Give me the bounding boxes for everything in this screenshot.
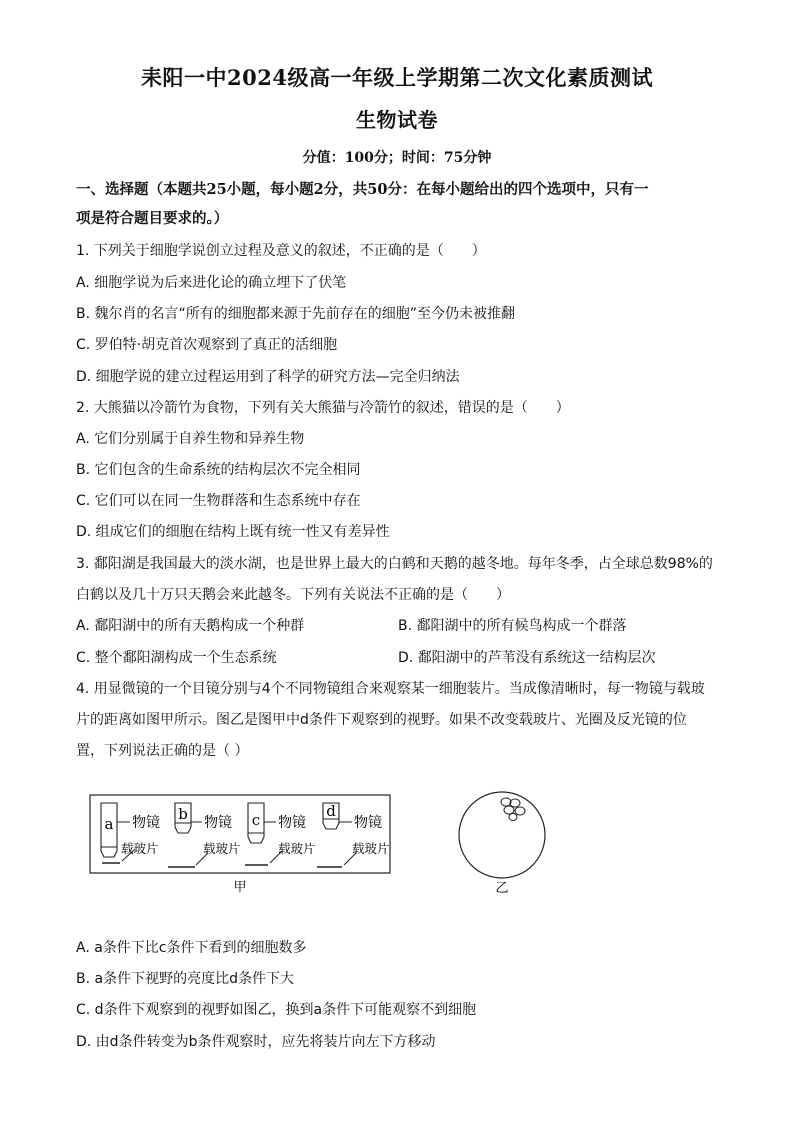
q4-option-d: D. 由d条件转变为b条件观察时，应先将装片向左下方移动: [76, 1034, 436, 1050]
q1-option-d: D. 细胞学说的建立过程运用到了科学的研究方法—完全归纳法: [76, 369, 460, 385]
q4-stem-line3: 置，下列说法正确的是（ ）: [76, 743, 249, 759]
cell: [515, 807, 525, 815]
lens-b-letter: b: [178, 805, 188, 823]
q4-stem-line2: 片的距离如图甲所示。图乙是图甲中d条件下观察到的视野。如果不改变载玻片、光圈及反光镜的位: [76, 712, 687, 728]
cell: [509, 814, 517, 821]
figure-jia-frame: [90, 795, 390, 873]
q2-option-d: D. 组成它们的细胞在结构上既有统一性又有差异性: [76, 524, 390, 540]
q2-option-b: B. 它们包含的生命系统的结构层次不完全相同: [76, 462, 361, 478]
lens-c: [245, 803, 316, 865]
lens-c-slide-label: 载玻片: [278, 841, 316, 856]
q2-option-c: C. 它们可以在同一生物群落和生态系统中存在: [76, 493, 361, 509]
cell: [501, 798, 511, 806]
lens-b-objective-label: 物镜: [204, 815, 232, 831]
q3-option-c: C. 整个鄱阳湖构成一个生态系统: [76, 650, 277, 666]
lens-a-slide-label: 载玻片: [121, 841, 159, 856]
q1-option-c: C. 罗伯特·胡克首次观察到了真正的活细胞: [76, 337, 338, 353]
subject-title: 生物试卷: [356, 108, 438, 132]
microscope-figure: [80, 785, 560, 900]
lens-c-letter: c: [251, 811, 261, 829]
lens-a-letter: a: [104, 815, 114, 833]
cell: [510, 799, 520, 807]
q3-option-d: D. 鄱阳湖中的芦苇没有系统这一结构层次: [398, 650, 656, 666]
lens-d-slide-label: 载玻片: [352, 841, 390, 856]
section-heading-line1: 一、选择题（本题共25小题，每小题2分，共50分：在每小题给出的四个选项中，只有一: [76, 181, 649, 198]
exam-title: 耒阳一中2024级高一年级上学期第二次文化素质测试: [141, 65, 653, 90]
field-of-view: [459, 792, 545, 878]
section-heading-line2: 项是符合题目要求的。）: [76, 210, 229, 227]
lens-b: [168, 803, 241, 867]
lens-d: [317, 802, 390, 867]
q4-option-a: A. a条件下比c条件下看到的细胞数多: [76, 940, 307, 956]
q4-stem-line1: 4. 用显微镜的一个目镜分别与4个不同物镜组合来观察某一细胞装片。当成像清晰时，每一物镜与载玻: [76, 681, 705, 697]
q1-stem: 1. 下列关于细胞学说创立过程及意义的叙述，不正确的是（ ）: [76, 243, 486, 259]
lens-a: [101, 803, 160, 863]
lens-b-slide-label: 载玻片: [203, 841, 241, 856]
lens-a-objective-label: 物镜: [132, 815, 160, 831]
q4-option-b: B. a条件下视野的亮度比d条件下大: [76, 971, 294, 987]
lens-d-objective-label: 物镜: [354, 815, 382, 831]
q2-option-a: A. 它们分别属于自养生物和异养生物: [76, 431, 305, 447]
q3-stem-line1: 3. 鄱阳湖是我国最大的淡水湖，也是世界上最大的白鹤和天鹅的越冬地。每年冬季，占全球总数98%的: [76, 556, 713, 572]
figure-jia-caption: 甲: [233, 880, 247, 895]
score-time-info: 分值：100分；时间：75分钟: [302, 150, 492, 166]
q2-stem: 2. 大熊猫以冷箭竹为食物，下列有关大熊猫与冷箭竹的叙述，错误的是（ ）: [76, 400, 570, 416]
q3-option-a: A. 鄱阳湖中的所有天鹅构成一个种群: [76, 618, 305, 634]
q1-option-a: A. 细胞学说为后来进化论的确立埋下了伏笔: [76, 275, 347, 291]
q3-stem-line2: 白鹤以及几十万只天鹅会来此越冬。下列有关说法不正确的是（ ）: [76, 587, 510, 603]
figure-yi-caption: 乙: [495, 881, 509, 896]
lens-d-letter: d: [326, 802, 336, 820]
q1-option-b: B. 魏尔肖的名言“所有的细胞都来源于先前存在的细胞”至今仍未被推翻: [76, 306, 516, 322]
lens-c-objective-label: 物镜: [278, 815, 306, 831]
cell: [504, 806, 514, 814]
q4-option-c: C. d条件下观察到的视野如图乙，换到a条件下可能观察不到细胞: [76, 1002, 477, 1018]
q3-option-b: B. 鄱阳湖中的所有候鸟构成一个群落: [398, 618, 627, 634]
